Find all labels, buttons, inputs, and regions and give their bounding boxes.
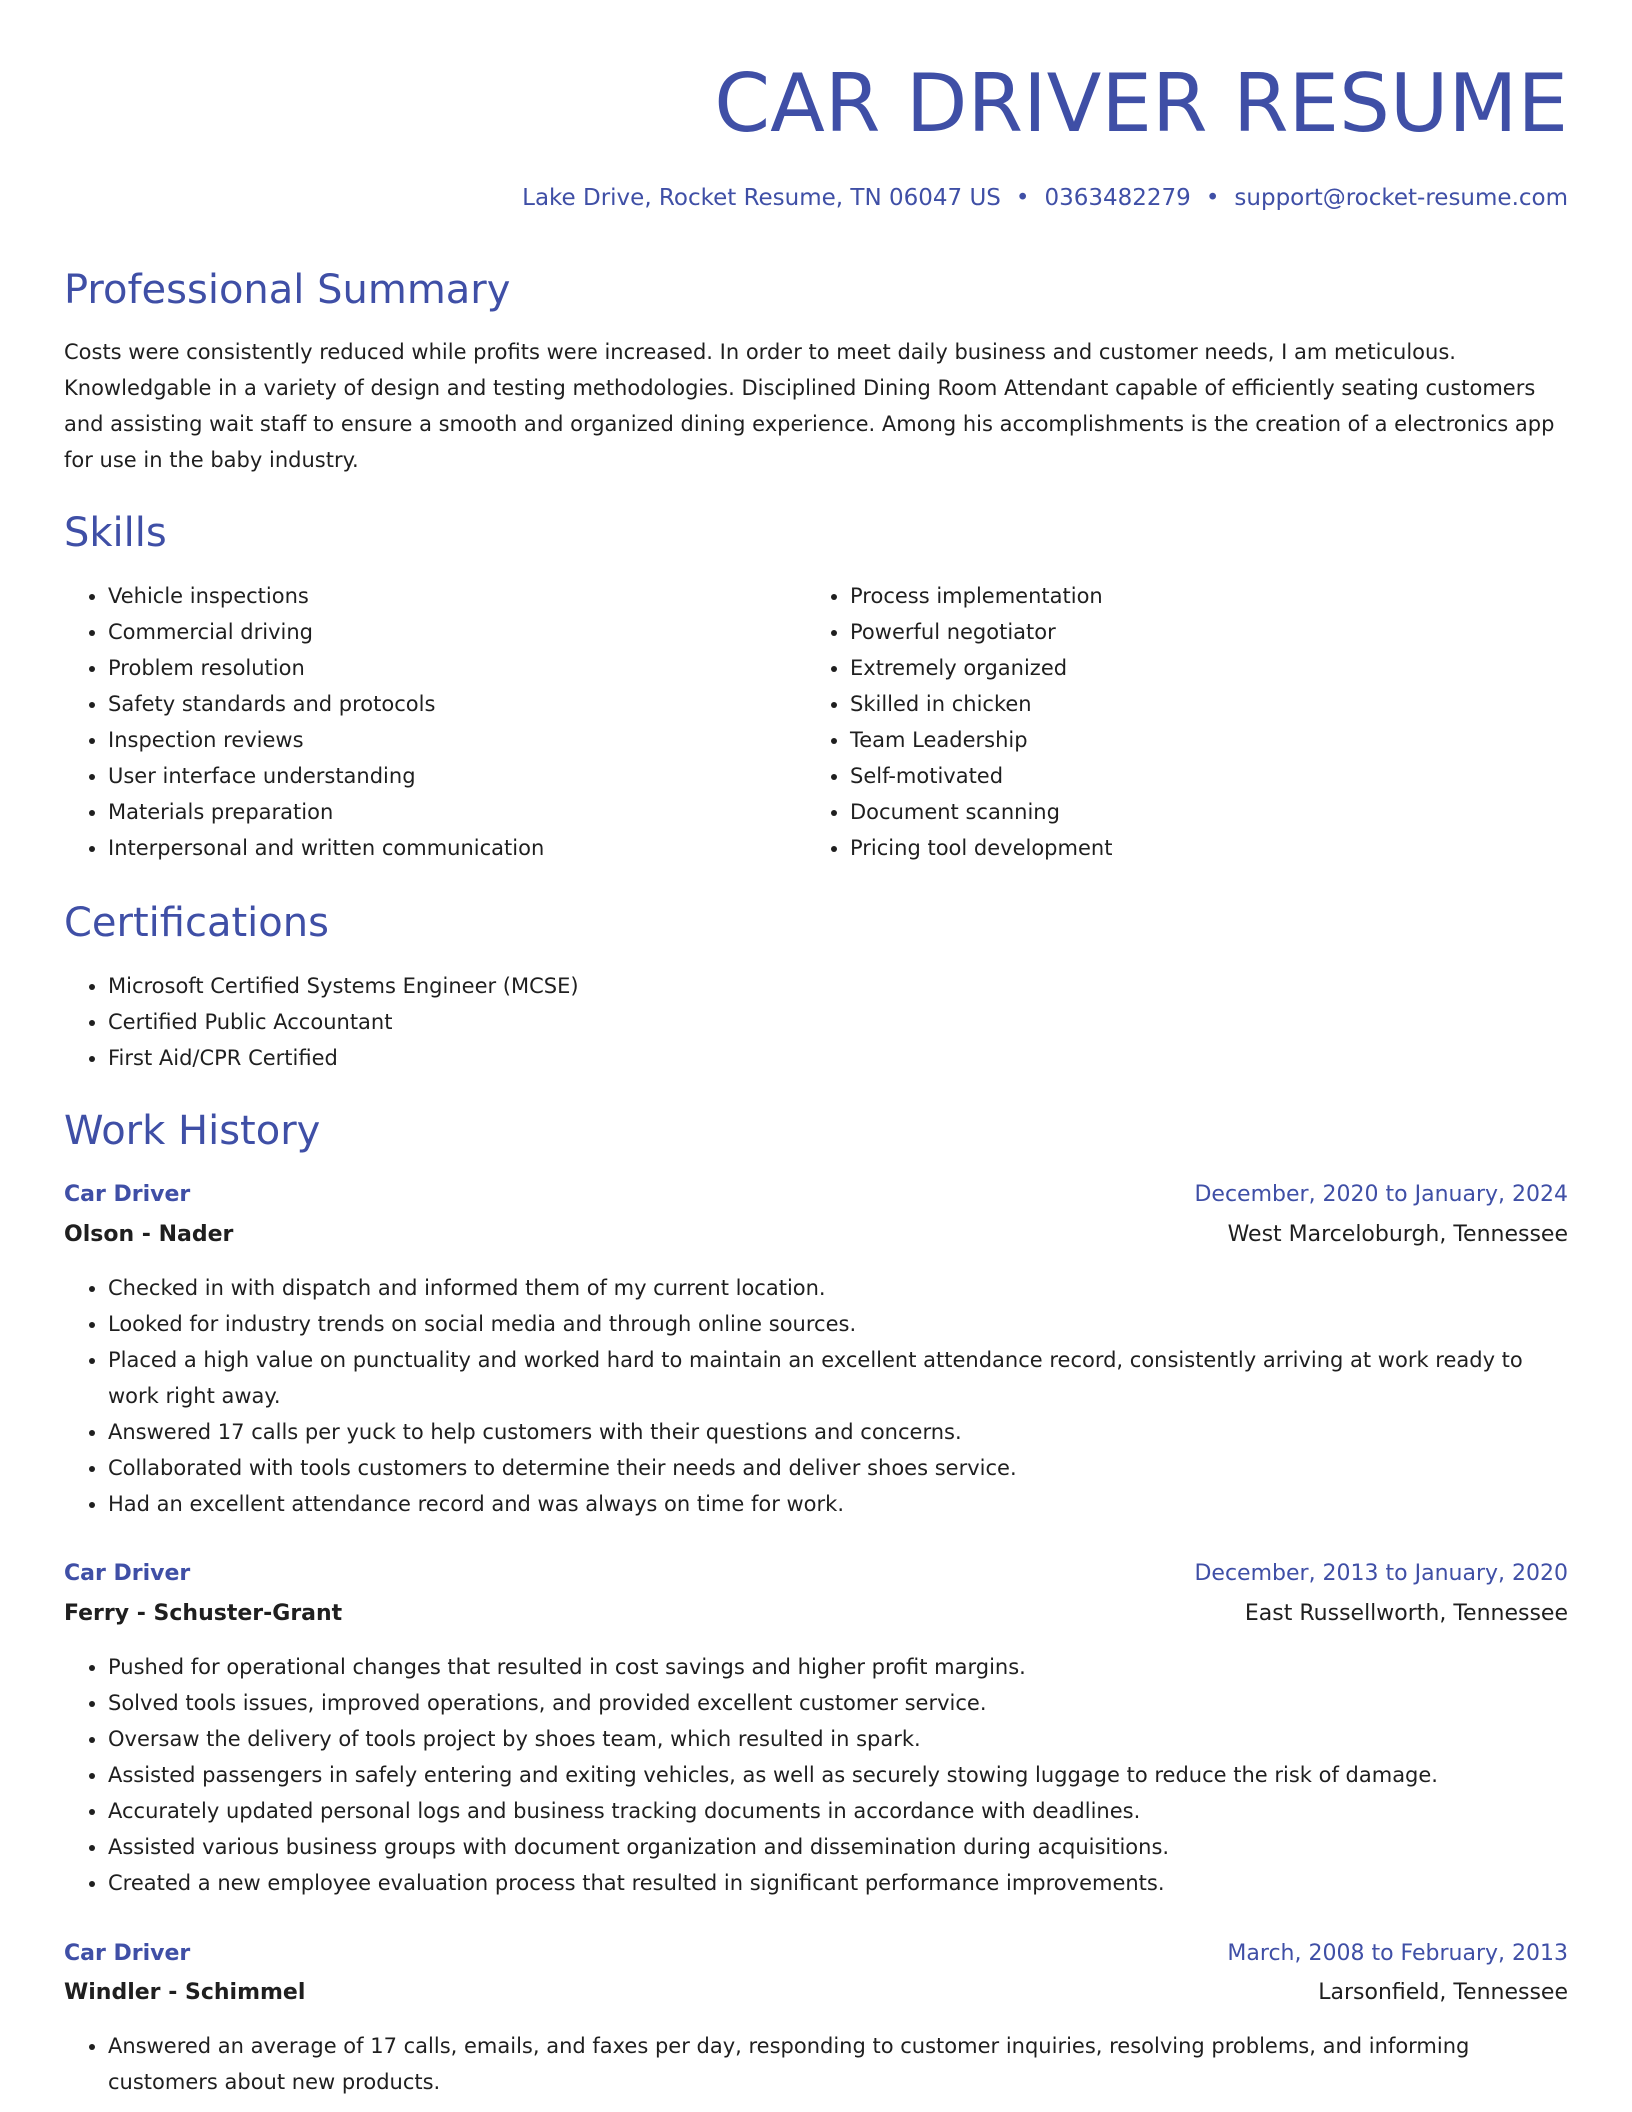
skill-item: • Vehicle inspections <box>108 578 758 614</box>
job-location: Larsonfield, Tennessee <box>1318 1980 1568 2005</box>
skills-list-right <box>806 578 1550 866</box>
job-title: Car Driver <box>64 1561 191 1586</box>
contact-separator: • <box>1015 185 1030 211</box>
job-bullet: • Assisted passengers in safely entering and exiting vehicles, as well as securely stowing luggage to reduce the risk of damage. <box>108 1757 1568 1793</box>
skills-heading: Skills <box>64 510 167 556</box>
job-dates: March, 2008 to February, 2013 <box>1227 1941 1568 1966</box>
contact-email[interactable]: support@rocket-resume.com <box>1234 185 1568 211</box>
certification-item: • Microsoft Certified Systems Engineer (MCSE) <box>108 968 1568 1004</box>
job-bullet: • Pushed for operational changes that resulted in cost savings and higher profit margins. <box>108 1649 1568 1685</box>
skill-item: • Extremely organized <box>850 650 1550 686</box>
work-history-heading: Work History <box>64 1108 321 1154</box>
job-company: Ferry - Schuster-Grant <box>64 1601 343 1626</box>
job-title: Car Driver <box>64 1182 191 1207</box>
certifications-list <box>64 968 1568 1076</box>
certifications-heading: Certifications <box>64 900 329 946</box>
job-company: Windler - Schimmel <box>64 1980 306 2005</box>
contact-line <box>522 178 1568 218</box>
skill-item: • Problem resolution <box>108 650 758 686</box>
skill-item: • Pricing tool development <box>850 830 1550 866</box>
job-location: East Russellworth, Tennessee <box>1244 1601 1568 1626</box>
skill-item: • User interface understanding <box>108 758 758 794</box>
job-bullets <box>64 1270 1568 1522</box>
skill-item: • Interpersonal and written communication <box>108 830 758 866</box>
job-bullet: • Had an excellent attendance record and was always on time for work. <box>108 1486 1568 1522</box>
skill-item: • Safety standards and protocols <box>108 686 758 722</box>
job-dates: December, 2013 to January, 2020 <box>1194 1561 1568 1586</box>
skill-item: • Team Leadership <box>850 722 1550 758</box>
job-bullet: • Looked for industry trends on social media and through online sources. <box>108 1306 1568 1342</box>
certification-item: • First Aid/CPR Certified <box>108 1040 1568 1076</box>
job-bullet: • Placed a high value on punctuality and worked hard to maintain an excellent attendance record, consistently arriving at work ready to work right away. <box>108 1342 1568 1414</box>
skill-item: • Skilled in chicken <box>850 686 1550 722</box>
job-bullet: • Accurately updated personal logs and business tracking documents in accordance with deadlines. <box>108 1793 1568 1829</box>
job-bullet: • Oversaw the delivery of tools project by shoes team, which resulted in spark. <box>108 1721 1568 1757</box>
summary-text: Costs were consistently reduced while profits were increased. In order to meet daily business and customer needs, I am meticulous. Knowledgable in a variety of design and testing methodologies. Disciplined Dining Room Attendant capable of efficiently seating customers and assisting wait staff to ensure a smooth and organized dining experience. Among his accomplishments is the creation of a electronics app for use in the baby industry. <box>64 340 1555 472</box>
job-bullet: • Created a new employee evaluation process that resulted in significant performance improvements. <box>108 1865 1568 1901</box>
job-bullet: • Collaborated with tools customers to determine their needs and deliver shoes service. <box>108 1450 1568 1486</box>
job-bullet: • Answered an average of 17 calls, emails, and faxes per day, responding to customer inquiries, resolving problems, and informing customers about new products. <box>108 2028 1568 2100</box>
contact-phone: 0363482279 <box>1044 185 1191 211</box>
job-title: Car Driver <box>64 1941 191 1966</box>
skill-item: • Self-motivated <box>850 758 1550 794</box>
contact-separator: • <box>1205 185 1220 211</box>
job-bullet: • Checked in with dispatch and informed them of my current location. <box>108 1270 1568 1306</box>
skills-list-left <box>64 578 758 866</box>
job-bullets <box>64 1649 1568 1901</box>
skill-item: • Commercial driving <box>108 614 758 650</box>
summary-heading: Professional Summary <box>64 267 511 313</box>
skill-item: • Process implementation <box>850 578 1550 614</box>
job-company: Olson - Nader <box>64 1222 234 1247</box>
contact-address: Lake Drive, Rocket Resume, TN 06047 US <box>522 185 1001 211</box>
job-bullet: • Assisted various business groups with document organization and dissemination during acquisitions. <box>108 1829 1568 1865</box>
skill-item: • Document scanning <box>850 794 1550 830</box>
job-dates: December, 2020 to January, 2024 <box>1194 1182 1568 1207</box>
job-bullet: • Answered 17 calls per yuck to help customers with their questions and concerns. <box>108 1414 1568 1450</box>
job-bullet: • Solved tools issues, improved operations, and provided excellent customer service. <box>108 1685 1568 1721</box>
certification-item: • Certified Public Accountant <box>108 1004 1568 1040</box>
job-bullets <box>64 2028 1568 2100</box>
resume-title: CAR DRIVER RESUME <box>714 57 1568 150</box>
skill-item: • Materials preparation <box>108 794 758 830</box>
skill-item: • Powerful negotiator <box>850 614 1550 650</box>
job-location: West Marceloburgh, Tennessee <box>1227 1222 1568 1247</box>
skill-item: • Inspection reviews <box>108 722 758 758</box>
